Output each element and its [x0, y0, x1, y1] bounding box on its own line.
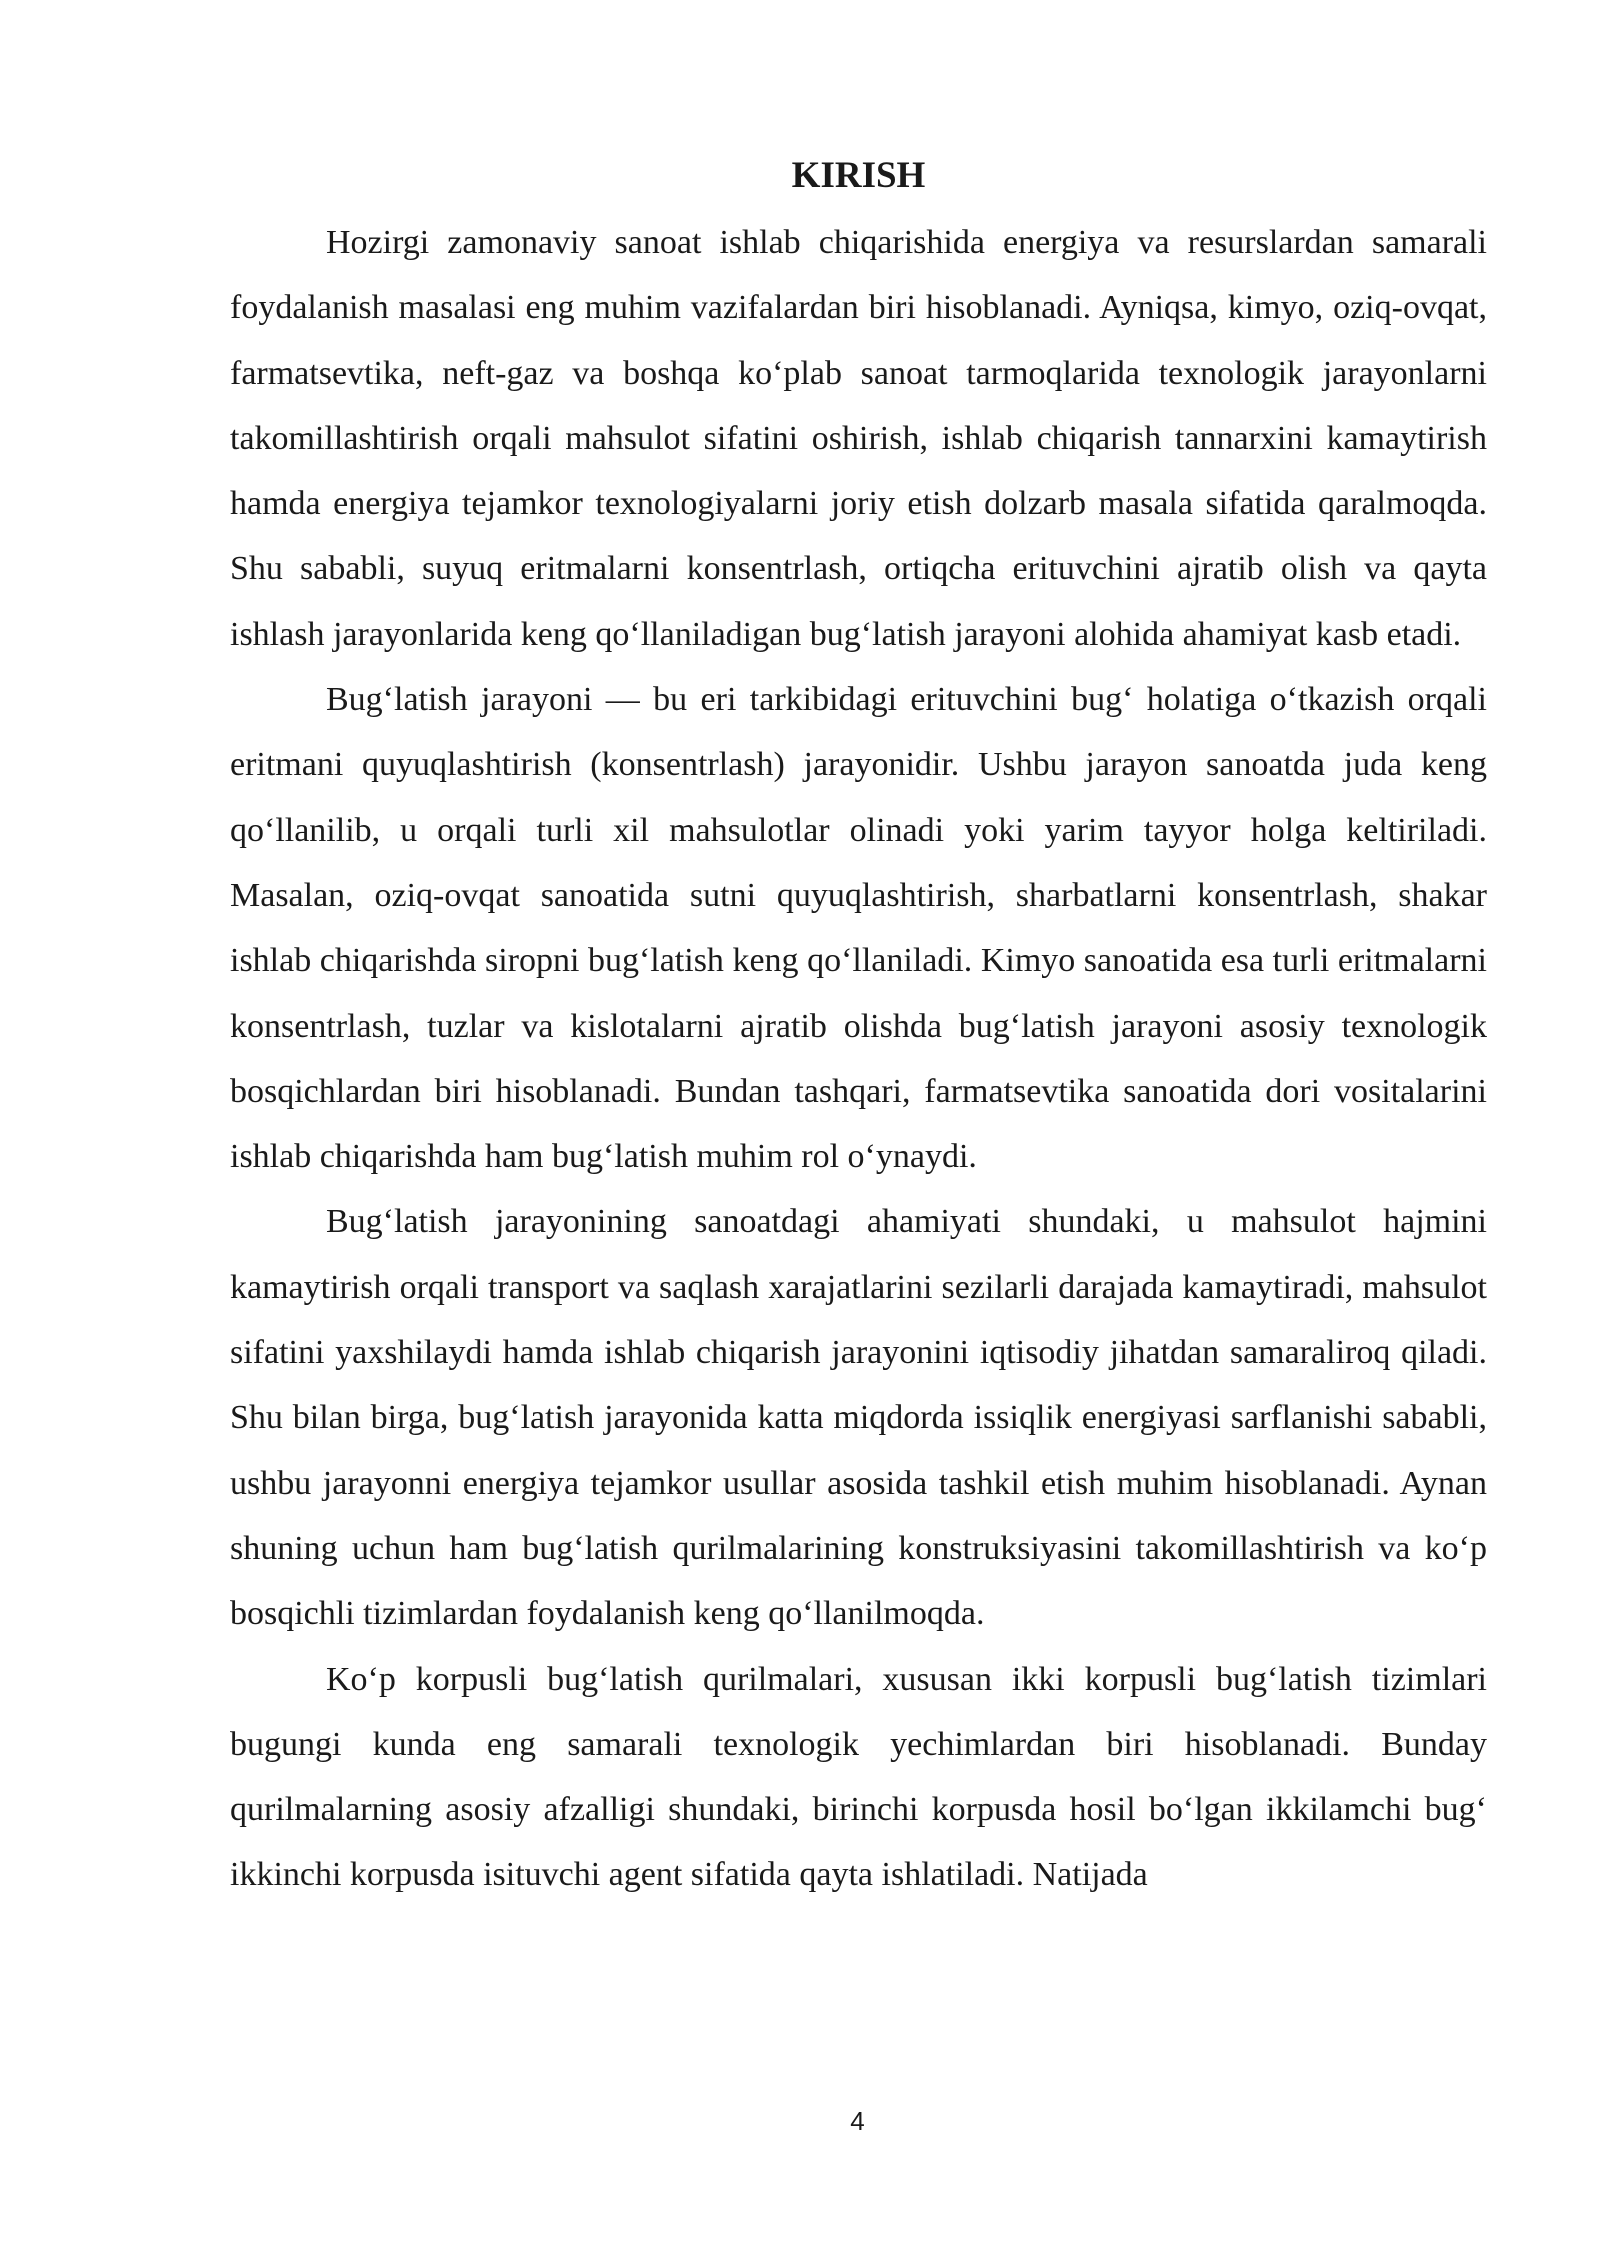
paragraph-evaporation-definition: Bug‘latish jarayoni — bu eri tarkibidagi erituvchini bug‘ holatiga o‘tkazish orqali eritmani quyuqlashtirish (konsentrlash) jarayonidir. Ushbu jarayon sanoatda juda keng qo‘llanilib, u orqali turli xil mahsulotlar olinadi yoki yarim tayyor holga keltiriladi. Masalan, oziq-ovqat sanoatida sutni quyuqlashtirish, sharbatlarni konsentrlash, shakar ishlab chiqarishda siropni bug‘latish keng qo‘llaniladi. Kimyo sanoatida esa turli eritmalarni konsentrlash, tuzlar va kislotalarni ajratib olishda bug‘latish jarayoni asosiy texnologik bosqichlardan biri hisoblanadi. Bundan tashqari, farmatsevtika sanoatida dori vositalarini ishlab chiqarishda ham bug‘latish muhim rol o‘ynaydi. — [230, 681, 1487, 1176]
paragraph-multi-effect-evaporators: Ko‘p korpusli bug‘latish qurilmalari, xususan ikki korpusli bug‘latish tizimlari bugungi kunda eng samarali texnologik yechimlardan biri hisoblanadi. Bunday qurilmalarning asosiy afzalligi shundaki, birinchi korpusda hosil bo‘lgan ikkilamchi bug‘ ikkinchi korpusda isituvchi agent sifatida qayta ishlatiladi. Natijada — [230, 1660, 1487, 1894]
body-text — [230, 210, 1487, 1908]
paragraph-industrial-importance: Bug‘latish jarayonining sanoatdagi ahamiyati shundaki, u mahsulot hajmini kamaytirish orqali transport va saqlash xarajatlarini sezilarli darajada kamaytiradi, mahsulot sifatini yaxshilaydi hamda ishlab chiqarish jarayonini iqtisodiy jihatdan samaraliroq qiladi. Shu bilan birga, bug‘latish jarayonida katta miqdorda issiqlik energiyasi sarflanishi sababli, ushbu jarayonni energiya tejamkor usullar asosida tashkil etish muhim hisoblanadi. Aynan shuning uchun ham bug‘latish qurilmalarining konstruksiyasini takomillashtirish va ko‘p bosqichli tizimlardan foydalanish keng qo‘llanilmoqda. — [230, 1203, 1487, 1633]
page-number: 4 — [850, 2106, 865, 2136]
section-title: KIRISH — [791, 155, 926, 196]
paragraph-intro: Hozirgi zamonaviy sanoat ishlab chiqarishida energiya va resurslardan samarali foydalanish masalasi eng muhim vazifalardan biri hisoblanadi. Ayniqsa, kimyo, oziq-ovqat, farmatsevtika, neft-gaz va boshqa ko‘plab sanoat tarmoqlarida texnologik jarayonlarni takomillashtirish orqali mahsulot sifatini oshirish, ishlab chiqarish tannarxini kamaytirish hamda energiya tejamkor texnologiyalarni joriy etish dolzarb masala sifatida qaralmoqda. Shu sababli, suyuq eritmalarni konsentrlash, ortiqcha erituvchini ajratib olish va qayta ishlash jarayonlarida keng qo‘llaniladigan bug‘latish jarayoni alohida ahamiyat kasb etadi. — [230, 224, 1487, 653]
